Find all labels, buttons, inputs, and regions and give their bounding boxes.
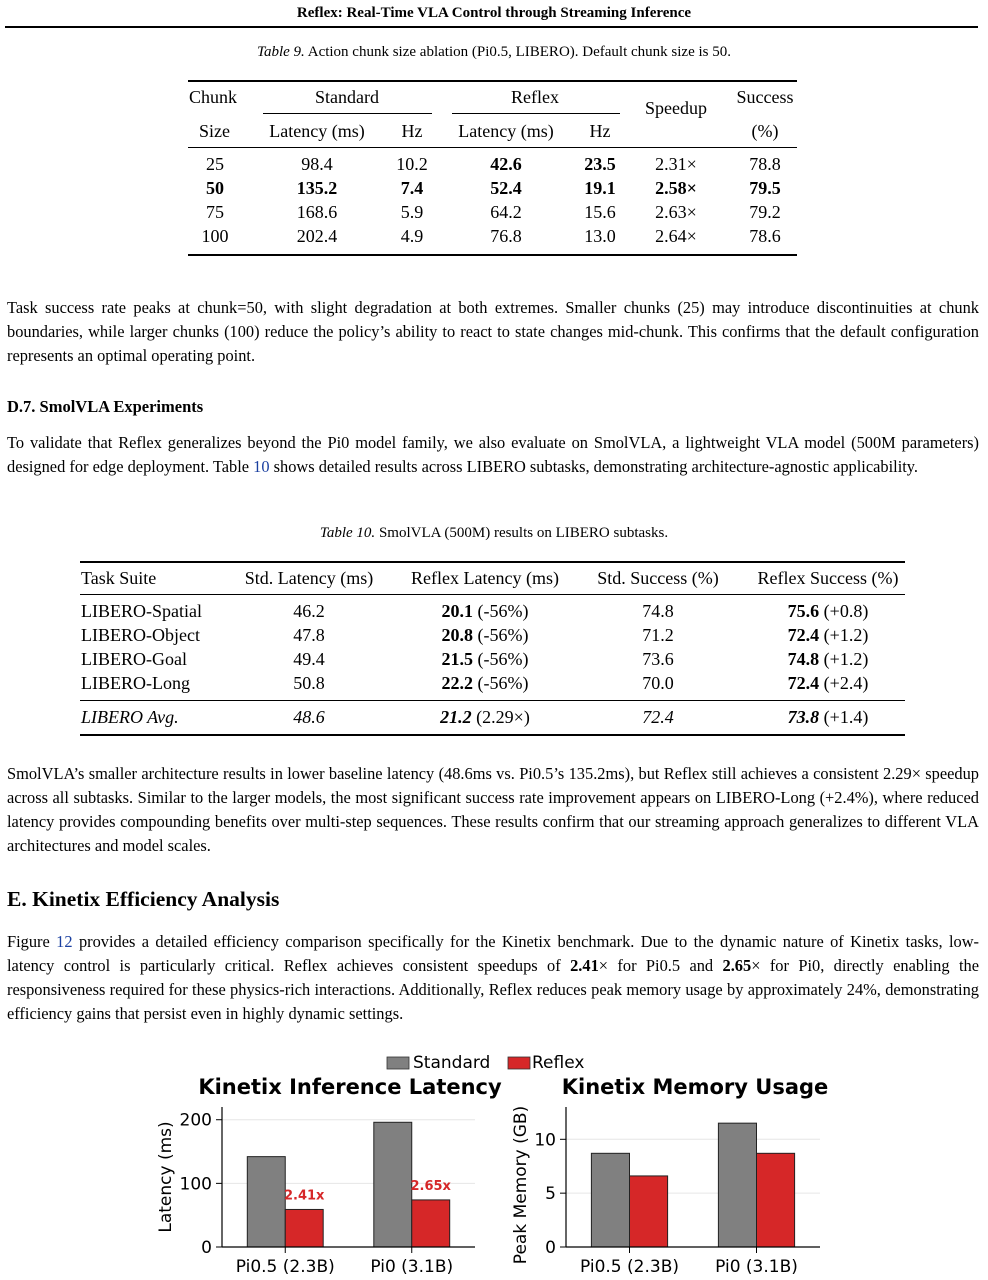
legend-label-standard: Standard <box>413 1053 491 1073</box>
table10-header: Reflex Success (%) <box>757 568 899 588</box>
table9-cell: 2.58× <box>655 178 697 198</box>
table10-cell: LIBERO-Long <box>81 673 190 693</box>
legend-label-reflex: Reflex <box>532 1053 585 1073</box>
table10-cell <box>788 649 869 670</box>
table9-reflex-rule <box>452 113 620 114</box>
legend-swatch-standard <box>387 1057 409 1069</box>
paragraph: SmolVLA’s smaller architecture results in lower baseline latency (48.6ms vs. Pi0.5’s 135.2ms), but Reflex still achieves a consistent 2.29× speedup across all subtasks. Similar to the larger models, the most significant success rate improvement appears on LIBERO-Long (+2.4%), where reduced latency provides compounding benefits over multi-step sequences. These results confirm that our streaming approach generalizes to different VLA architectures and model scales. <box>7 764 979 855</box>
table10-cell-delta: (+1.4) <box>823 707 869 727</box>
table10-cell: 46.2 <box>293 601 325 621</box>
paragraph-text: To validate that Reflex generalizes beyond the Pi0 model family, we also evaluate on SmolVLA, a lightweight VLA model (500M parameters) designed for edge deployment. Table <box>7 433 979 476</box>
table10-cell-value: 72.4 <box>787 625 820 645</box>
running-head: Reflex: Real-Time VLA Control through Streaming Inference <box>296 5 692 21</box>
table10-cell <box>788 601 869 622</box>
y-tick-label: 0 <box>545 1238 556 1258</box>
table9-cell: 168.6 <box>296 202 338 222</box>
paragraph-text: Figure <box>7 932 57 951</box>
legend-swatch-reflex <box>508 1057 530 1069</box>
bar-reflex <box>757 1153 795 1247</box>
table9-cell: 78.8 <box>749 154 781 174</box>
table9-standard-rule <box>263 113 432 114</box>
table9-cell: 50 <box>206 178 224 198</box>
chart-ylabel-memory: Peak Memory (GB) <box>511 1105 531 1265</box>
table10-cell: 50.8 <box>293 673 325 693</box>
table-ref-link[interactable]: 10 <box>253 457 270 476</box>
bar-reflex <box>285 1209 323 1247</box>
paragraph <box>7 431 979 479</box>
table9-cell: 5.9 <box>400 202 424 222</box>
table9-cell: 135.2 <box>296 178 338 198</box>
table9-cell: 13.0 <box>584 226 616 246</box>
paragraph: Task success rate peaks at chunk=50, with slight degradation at both extremes. Smaller chunks (25) may introduce discontinuities at chunk boundaries, while larger chunks (100) reduce the policy’s ability to react to state changes mid-chunk. This confirms that the default configuration represents an optimal operating point. <box>7 298 979 365</box>
table10-header: Task Suite <box>81 568 157 588</box>
plot-memory <box>534 1107 820 1277</box>
table10-cell <box>440 707 530 728</box>
table9-cell: 75 <box>206 202 224 222</box>
paragraph-text: provides a detailed efficiency comparison specifically for the Kinetix benchmark. Due to the dynamic nature of Kinetix tasks, low-latency control is particularly critical. Reflex achieves consistent speedups of <box>7 932 979 975</box>
table9-cell: 10.2 <box>396 154 428 174</box>
table9-cell: 79.2 <box>749 202 781 222</box>
table10-cell-value: 20.1 <box>441 601 474 621</box>
table10-cell: 47.8 <box>293 625 325 645</box>
table9-cell: 98.4 <box>301 154 333 174</box>
table9-top-rule <box>188 80 797 82</box>
table10-mid-rule <box>80 594 905 595</box>
paragraph-text: shows detailed results across LIBERO subtasks, demonstrating architecture-agnostic applicability. <box>269 457 919 476</box>
y-tick-label: 100 <box>179 1174 212 1195</box>
table10-cell: 71.2 <box>642 625 674 645</box>
table10-cell-value: 21.5 <box>441 649 474 669</box>
table9-header-latency-std: Latency (ms) <box>269 121 365 141</box>
chart-title-latency: Kinetix Inference Latency <box>198 1075 502 1099</box>
table10-header: Std. Latency (ms) <box>244 568 374 588</box>
y-tick-label: 0 <box>201 1238 212 1258</box>
x-tick-label: Pi0 (3.1B) <box>715 1257 798 1277</box>
table9-cell: 76.8 <box>490 226 522 246</box>
table9-cell: 2.31× <box>655 154 697 174</box>
table9-header-success: Success <box>736 87 794 107</box>
table9-cell: 19.1 <box>584 178 616 198</box>
paragraph-text: × for Pi0.5 and <box>598 956 723 975</box>
table10-cell-value: 22.2 <box>441 673 474 693</box>
table10-cell: 49.4 <box>293 649 325 669</box>
section-heading: E. Kinetix Efficiency Analysis <box>7 887 280 911</box>
table9-bottom-rule <box>188 254 797 256</box>
table10-cell: 48.6 <box>293 707 325 727</box>
table10-cell-value: 73.8 <box>787 707 820 727</box>
table9-cell: 52.4 <box>490 178 522 198</box>
bar-standard <box>374 1122 412 1247</box>
table10-header: Reflex Latency (ms) <box>411 568 559 588</box>
table9-cell: 2.64× <box>655 226 697 246</box>
table10-cell: 73.6 <box>642 649 674 669</box>
paragraph-bold: 2.65 <box>722 956 752 975</box>
table10-cell-value: 75.6 <box>787 601 820 621</box>
table10-bottom-rule <box>80 734 905 736</box>
table9-cell: 4.9 <box>400 226 424 246</box>
table9-cell: 202.4 <box>296 226 338 246</box>
table10-cell-delta: (-56%) <box>477 649 529 669</box>
table10-cell-value: 74.8 <box>787 649 820 669</box>
table9-cell: 23.5 <box>584 154 616 174</box>
table10-cell-delta: (+2.4) <box>823 673 869 693</box>
table10-cell <box>788 707 869 728</box>
chart-title-memory: Kinetix Memory Usage <box>561 1075 829 1099</box>
table10-cell-value: 72.4 <box>787 673 820 693</box>
table10-caption-text: SmolVLA (500M) results on LIBERO subtasks. <box>378 525 669 541</box>
table9-header-success-unit: (%) <box>751 121 779 141</box>
table10-avg-rule <box>80 700 905 701</box>
table9-cell: 78.6 <box>749 226 781 246</box>
table10-cell: LIBERO-Object <box>81 625 200 645</box>
table9-header-speedup: Speedup <box>645 98 707 118</box>
table10-caption-label: Table 10. <box>319 525 376 541</box>
section-heading: D.7. SmolVLA Experiments <box>7 397 204 416</box>
table10-cell: 70.0 <box>642 673 674 693</box>
table10-cell-delta: (+1.2) <box>823 649 869 669</box>
y-tick-label: 200 <box>179 1110 212 1131</box>
table9-header-hz-std: Hz <box>401 121 423 141</box>
table10-cell-value: 20.8 <box>441 625 474 645</box>
y-tick-label: 10 <box>534 1130 556 1151</box>
chart-legend <box>387 1053 584 1073</box>
table9-header-chunk: Chunk <box>189 87 238 107</box>
table10-cell <box>442 673 529 694</box>
table10-cell-delta: (+0.8) <box>823 601 869 621</box>
table10-caption <box>0 525 988 542</box>
plot-latency <box>180 1107 475 1277</box>
bar-standard <box>247 1157 285 1247</box>
table10-cell-delta: (-56%) <box>477 673 529 693</box>
bar-reflex <box>630 1176 668 1247</box>
table9-header-latency-reflex: Latency (ms) <box>458 121 554 141</box>
table10-cell-delta: (-56%) <box>477 625 529 645</box>
table10-cell <box>788 673 869 694</box>
x-tick-label: Pi0 (3.1B) <box>370 1257 454 1277</box>
table10-cell <box>442 601 529 622</box>
table10-cell: LIBERO-Spatial <box>81 601 202 621</box>
table9-cell: 100 <box>201 226 229 246</box>
table9-cell: 64.2 <box>490 202 522 222</box>
table9-header-standard: Standard <box>315 87 379 107</box>
table9-mid-rule <box>188 147 797 148</box>
table9-caption-label: Table 9. <box>257 44 305 60</box>
table10-cell <box>788 625 869 646</box>
table9-cell: 15.6 <box>584 202 616 222</box>
header-rule <box>5 26 978 28</box>
speedup-label: 2.65x <box>410 1178 451 1194</box>
table9-cell: 25 <box>206 154 224 174</box>
bar-standard <box>718 1123 756 1247</box>
table10-cell: LIBERO-Goal <box>81 649 187 669</box>
y-tick-label: 5 <box>545 1184 556 1205</box>
table9-caption-text: Action chunk size ablation (Pi0.5, LIBERO). Default chunk size is 50. <box>307 44 731 60</box>
table9-caption <box>0 44 988 61</box>
figure-ref-link[interactable]: 12 <box>56 932 73 951</box>
paragraph-bold: 2.41 <box>570 956 599 975</box>
table9-cell: 42.6 <box>490 154 522 174</box>
x-tick-label: Pi0.5 (2.3B) <box>579 1257 680 1277</box>
paragraph-text: × for Pi0, directly enabling the responsiveness required for these physics-rich interactions. Additionally, Reflex reduces peak memory usage by approximately 24%, demonstrating efficiency gains that persist even in highly dynamic settings. <box>7 956 979 1023</box>
paragraph <box>7 930 979 1026</box>
table10-cell-delta: (-56%) <box>477 601 529 621</box>
bar-reflex <box>412 1200 450 1247</box>
x-tick-label: Pi0.5 (2.3B) <box>235 1257 335 1277</box>
table9-cell: 79.5 <box>749 178 781 198</box>
table10-header: Std. Success (%) <box>597 568 719 588</box>
table10-cell <box>442 625 529 646</box>
table9-header-reflex: Reflex <box>511 87 559 107</box>
table9-cell: 2.63× <box>655 202 697 222</box>
table9-header-size: Size <box>199 121 230 141</box>
table10-cell-delta: (+1.2) <box>823 625 869 645</box>
table10-cell: LIBERO Avg. <box>81 707 179 727</box>
table10-cell-delta: (2.29×) <box>476 707 530 727</box>
speedup-label: 2.41x <box>283 1188 325 1204</box>
table10-cell-value: 21.2 <box>440 707 472 727</box>
table9-cell: 7.4 <box>400 178 424 198</box>
table10-cell <box>442 649 529 670</box>
table9-header-hz-reflex: Hz <box>589 121 611 141</box>
table10-top-rule <box>80 561 905 563</box>
bar-standard <box>591 1153 629 1247</box>
table10-cell: 72.4 <box>642 707 674 727</box>
chart-ylabel-latency: Latency (ms) <box>156 1121 176 1233</box>
figure-12 <box>0 1045 988 1280</box>
table10-cell: 74.8 <box>642 601 674 621</box>
